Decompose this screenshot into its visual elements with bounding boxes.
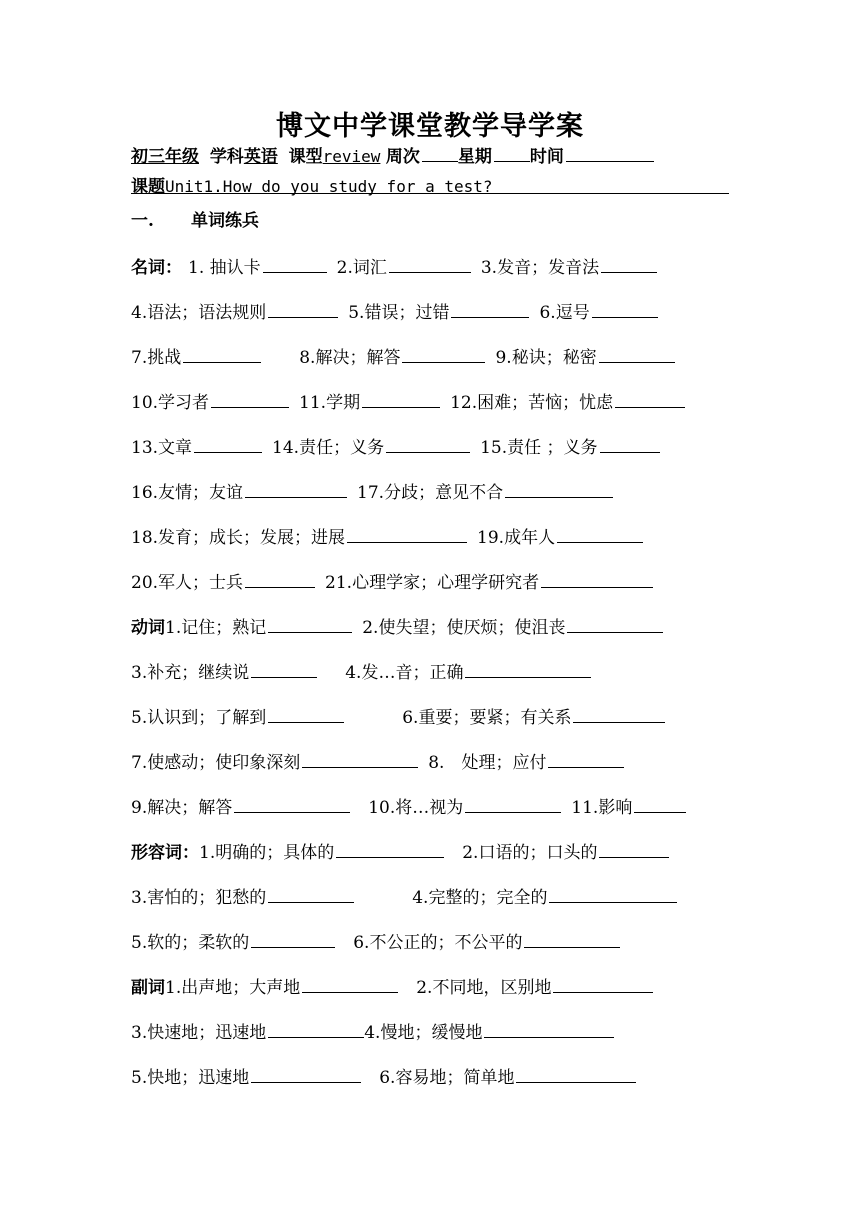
vocab-prompt: 3.发音；发音法 [480,258,600,278]
category-label: 形容词： [131,843,199,863]
vocab-prompt: 2.不同地，区别地 [416,978,552,998]
vocab-prompt: 16.友情；友谊 [131,483,244,503]
vocab-prompt: 10.学习者 [131,393,210,413]
vocab-line [131,1018,614,1043]
vocab-prompt: 9.解决；解答 [131,798,233,818]
topic-value: Unit1.How do you study for a test? [165,177,493,196]
answer-blank[interactable] [389,255,471,273]
vocab-line [131,748,624,773]
answer-blank[interactable] [634,795,686,813]
category-label: 动词 [131,618,165,638]
answer-blank[interactable] [600,435,660,453]
vocab-prompt: 2.口语的；口头的 [462,843,598,863]
vocab-line [131,433,660,458]
vocab-prompt: 1.出声地；大声地 [165,978,301,998]
answer-blank[interactable] [211,390,289,408]
vocab-prompt: 15.责任 ；义务 [480,438,598,458]
answer-blank[interactable] [268,615,352,633]
answer-blank[interactable] [567,615,663,633]
vocab-line [131,973,653,998]
answer-blank[interactable] [268,885,354,903]
vocab-prompt: 4.发…音；正确 [345,663,464,683]
answer-blank[interactable] [465,795,561,813]
vocab-line [131,658,591,683]
vocab-line [131,838,669,863]
vocab-prompt: 13.文章 [131,438,193,458]
answer-blank[interactable] [601,255,657,273]
vocab-line [131,703,665,728]
vocab-prompt: 6.逗号 [539,303,590,323]
vocab-line [131,793,686,818]
vocab-prompt: 5.错误；过错 [348,303,450,323]
answer-blank[interactable] [268,705,344,723]
answer-blank[interactable] [268,300,338,318]
answer-blank[interactable] [402,345,485,363]
subject-value: 英语 [243,147,278,167]
answer-blank[interactable] [251,660,317,678]
answer-blank[interactable] [465,660,591,678]
answer-blank[interactable] [302,975,398,993]
answer-blank[interactable] [336,840,444,858]
answer-blank[interactable] [251,930,335,948]
vocab-prompt: 14.责任；义务 [272,438,385,458]
answer-blank[interactable] [451,300,529,318]
answer-blank[interactable] [599,840,669,858]
vocab-prompt: 9.秘诀；秘密 [495,348,597,368]
answer-blank[interactable] [268,1020,364,1038]
answer-blank[interactable] [548,750,624,768]
vocab-prompt: 7.挑战 [131,348,182,368]
vocab-line [131,478,613,503]
topic-line [131,172,729,197]
vocab-prompt: 7.使感动；使印象深刻 [131,753,301,773]
vocab-line [131,298,658,323]
page-title: 博文中学课堂教学导学案 [276,111,584,142]
answer-blank[interactable] [234,795,350,813]
type-value: review [322,147,381,166]
vocab-prompt: 3.害怕的；犯愁的 [131,888,267,908]
vocab-line [131,568,653,593]
vocab-prompt: 2.使失望；使厌烦；使沮丧 [362,618,566,638]
answer-blank[interactable] [347,525,467,543]
vocab-line [131,928,620,953]
vocab-prompt: 8.解决；解答 [299,348,401,368]
time-blank[interactable] [566,144,654,162]
vocab-prompt: 5.快地；迅速地 [131,1068,250,1088]
meta-line [131,142,654,167]
answer-blank[interactable] [263,255,327,273]
answer-blank[interactable] [592,300,658,318]
vocab-prompt: 1.记住；熟记 [165,618,267,638]
answer-blank[interactable] [183,345,261,363]
answer-blank[interactable] [484,1020,614,1038]
day-label: 星期 [457,147,492,167]
grade-label: 初三年级 [131,147,199,167]
vocab-prompt: 5.认识到；了解到 [131,708,267,728]
vocab-line [131,1063,636,1088]
time-label: 时间 [529,147,564,167]
vocab-prompt: 10.将…视为 [368,798,464,818]
answer-blank[interactable] [599,345,675,363]
vocab-line [131,523,643,548]
answer-blank[interactable] [251,1065,361,1083]
vocab-prompt: 11.学期 [299,393,361,413]
vocab-prompt: 6.容易地；简单地 [379,1068,515,1088]
answer-blank[interactable] [362,390,440,408]
vocab-prompt: 1.明确的；具体的 [199,843,335,863]
answer-blank[interactable] [524,930,620,948]
vocab-line [131,253,657,278]
week-blank[interactable] [422,144,458,162]
vocab-line [131,343,675,368]
topic-label: 课题 [131,177,165,197]
answer-blank[interactable] [615,390,685,408]
vocab-prompt: 21.心理学家；心理学研究者 [325,573,540,593]
vocab-prompt: 19.成年人 [477,528,556,548]
week-label: 周次 [385,147,420,167]
vocab-prompt: 6.重要；要紧；有关系 [402,708,572,728]
answer-blank[interactable] [553,975,653,993]
vocab-line [131,613,663,638]
vocab-prompt: 12.困难；苦恼；忧虑 [450,393,614,413]
vocab-prompt: 11.影响 [571,798,633,818]
type-label: 课型 [288,147,323,167]
category-label: 副词 [131,978,165,998]
answer-blank[interactable] [245,570,315,588]
section-heading [131,206,259,231]
answer-blank[interactable] [557,525,643,543]
vocab-prompt: 5.软的；柔软的 [131,933,250,953]
section-title: 单词练兵 [191,211,259,231]
answer-blank[interactable] [194,435,262,453]
vocab-prompt: 18.发育；成长；发展；进展 [131,528,346,548]
vocab-prompt: 3.补充；继续说 [131,663,250,683]
answer-blank[interactable] [386,435,470,453]
day-blank[interactable] [494,144,530,162]
vocab-prompt: 8. 处理；应付 [428,753,547,773]
answer-blank[interactable] [505,480,613,498]
vocab-prompt: 20.军人；士兵 [131,573,244,593]
vocab-prompt: 4.慢地；缓慢地 [364,1023,483,1043]
vocab-prompt: 1. 抽认卡 [188,258,261,278]
answer-blank[interactable] [302,750,418,768]
vocab-prompt: 4.完整的；完全的 [412,888,548,908]
vocab-line [131,388,685,413]
vocab-prompt: 17.分歧；意见不合 [357,483,504,503]
answer-blank[interactable] [516,1065,636,1083]
vocab-line [131,883,677,908]
vocab-prompt: 6.不公正的；不公平的 [353,933,523,953]
vocab-prompt: 3.快速地；迅速地 [131,1023,267,1043]
vocab-prompt: 2.词汇 [336,258,387,278]
answer-blank[interactable] [541,570,653,588]
category-label: 名词： [131,258,182,278]
answer-blank[interactable] [573,705,665,723]
vocab-prompt: 4.语法；语法规则 [131,303,267,323]
answer-blank[interactable] [245,480,347,498]
subject-label: 学科 [209,147,244,167]
answer-blank[interactable] [549,885,677,903]
section-number: 一. [131,211,154,231]
